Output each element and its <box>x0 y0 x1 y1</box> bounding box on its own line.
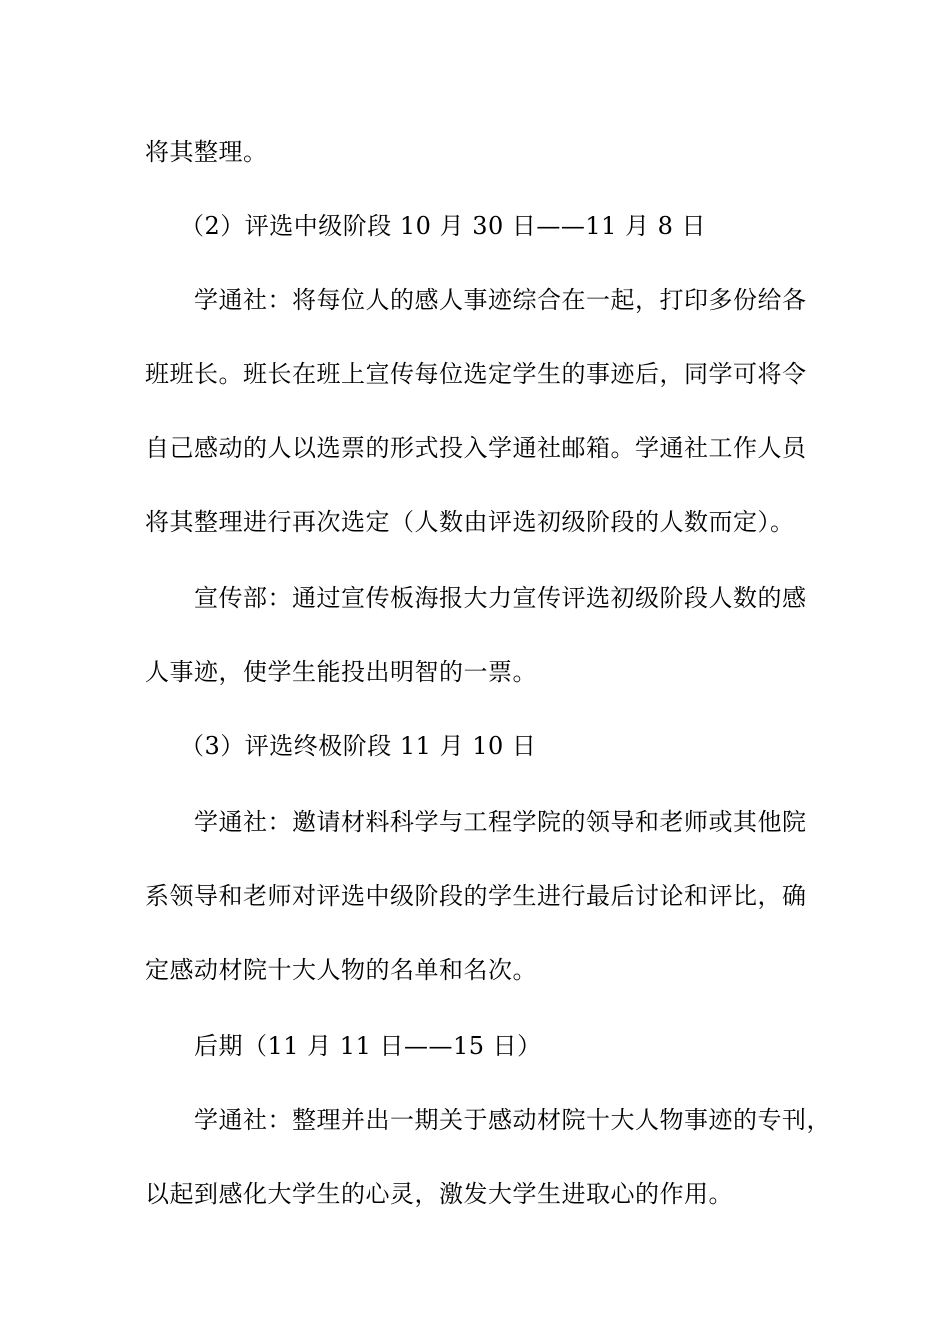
paragraph-line: 宣传部：通过宣传板海报大力宣传评选初级阶段人数的感 <box>194 584 807 612</box>
paragraph-line: 将其整理进行再次选定（人数由评选初级阶段的人数而定）。 <box>145 508 795 536</box>
section-heading: 后期（11 月 11 日——15 日） <box>194 1032 542 1060</box>
paragraph-line: 班班长。班长在班上宣传每位选定学生的事迹后，同学可将令 <box>145 360 807 388</box>
paragraph-line: 将其整理。 <box>145 138 268 166</box>
paragraph-line: 自己感动的人以选票的形式投入学通社邮箱。学通社工作人员 <box>145 434 807 462</box>
paragraph-line: 学通社：邀请材料科学与工程学院的领导和老师或其他院 <box>194 808 807 836</box>
paragraph-line: 学通社：将每位人的感人事迹综合在一起，打印多份给各 <box>194 286 807 314</box>
section-heading: （3）评选终极阶段 11 月 10 日 <box>180 732 537 760</box>
paragraph-line: 以起到感化大学生的心灵，激发大学生进取心的作用。 <box>145 1180 733 1208</box>
paragraph-line: 人事迹，使学生能投出明智的一票。 <box>145 658 537 686</box>
paragraph-line: 学通社：整理并出一期关于感动材院十大人物事迹的专刊， <box>194 1106 831 1134</box>
paragraph-line: 定感动材院十大人物的名单和名次。 <box>145 956 537 984</box>
paragraph-line: 系领导和老师对评选中级阶段的学生进行最后讨论和评比，确 <box>145 882 807 910</box>
section-heading: （2）评选中级阶段 10 月 30 日——11 月 8 日 <box>180 212 707 240</box>
